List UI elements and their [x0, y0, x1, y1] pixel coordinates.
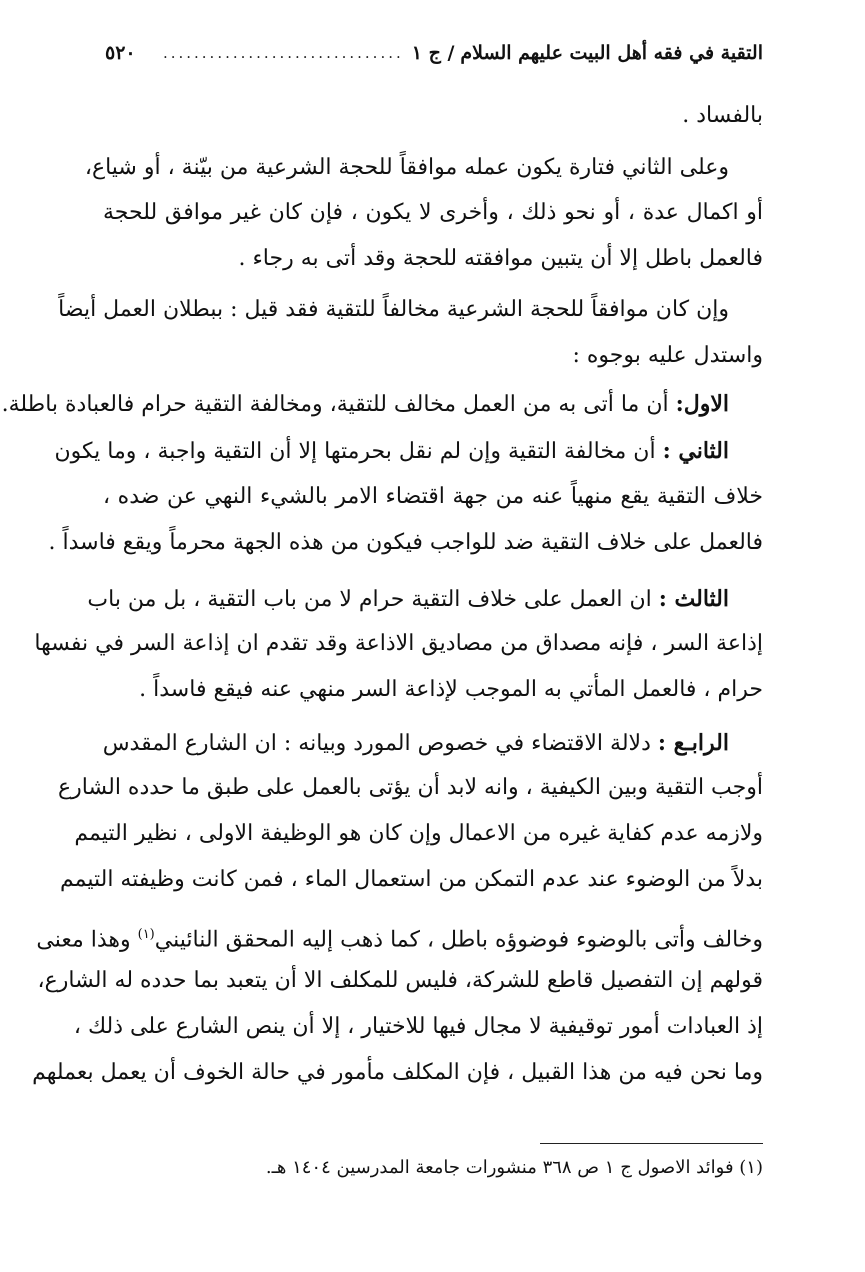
text-line: بالفساد .	[682, 103, 763, 128]
footnote: (١) فوائد الاصول ج ١ ص ٣٦٨ منشورات جامعة المدرسين ١٤٠٤ هـ.	[265, 1157, 763, 1178]
running-header	[105, 36, 763, 70]
text-line: أوجب التقية وبين الكيفية ، وانه لابد أن يؤتى بالعمل على طبق ما حدده الشارع	[58, 775, 763, 800]
text-line: وما نحن فيه من هذا القبيل ، فإن المكلف مأمور في حالة الخوف أن يعمل بعملهم	[32, 1060, 763, 1085]
running-title: التقية في فقه أهل البيت عليهم السلام	[460, 42, 763, 64]
text-line: وإن كان موافقاً للحجة الشرعية مخالفاً للتقية فقد قيل : ببطلان العمل أيضاً	[58, 297, 729, 322]
text-line: إذاعة السر ، فإنه مصداق من مصاديق الاذاعة وقد تقدم ان إذاعة السر في نفسها	[34, 631, 763, 656]
point-heading: الثاني :	[662, 438, 729, 464]
text-line: ولازمه عدم كفاية غيره من الاعمال وإن كان هو الوظيفة الاولى ، نظير التيمم	[74, 821, 763, 846]
leader-dots: ...............................	[162, 44, 404, 62]
text-line: واستدل عليه بوجوه :	[572, 343, 763, 368]
text-line: الاول: أن ما أتى به من العمل مخالف للتقية، ومخالفة التقية حرام فالعبادة باطلة.	[1, 391, 729, 417]
point-heading: الرابـع :	[657, 730, 729, 756]
text-line: أو اكمال عدة ، أو نحو ذلك ، وأخرى لا يكون ، فإن كان غير موافق للحجة	[103, 200, 763, 225]
text-line: إذ العبادات أمور توقيفية لا مجال فيها للاختيار ، إلا أن ينص الشارع على ذلك ،	[73, 1014, 763, 1039]
point-heading: الاول:	[675, 391, 729, 417]
text-line: وخالف وأتى بالوضوء فوضوؤه باطل ، كما ذهب إليه المحقق النائيني$^{(١)}$ وهذا معنى	[36, 927, 763, 953]
text-line: الثاني : أن مخالفة التقية وإن لم نقل بحرمتها إلا أن التقية واجبة ، وما يكون	[54, 438, 729, 464]
text-line: خلاف التقية يقع منهياً عنه من جهة اقتضاء الامر بالشيء النهي عن ضده ،	[103, 484, 763, 509]
page-number: ٥٢٠	[105, 42, 136, 64]
text-line: الرابـع : دلالة الاقتضاء في خصوص المورد وبيانه : ان الشارع المقدس	[102, 730, 729, 756]
text-line: الثالث : ان العمل على خلاف التقية حرام لا من باب التقية ، بل من باب	[87, 586, 729, 612]
text-line: بدلاً من الوضوء عند عدم التمكن من استعمال الماء ، فمن كانت وظيفته التيمم	[59, 867, 763, 892]
text-line: فالعمل على خلاف التقية ضد للواجب فيكون من هذه الجهة محرماً ويقع فاسداً .	[48, 530, 763, 555]
footnote-divider	[540, 1143, 763, 1144]
text-line: وعلى الثاني فتارة يكون عمله موافقاً للحجة الشرعية من بيّنة ، أو شياع،	[84, 155, 729, 180]
point-heading: الثالث :	[658, 586, 729, 612]
footnote-marker[interactable]: (١)	[137, 927, 155, 942]
text-line: قولهم إن التفصيل قاطع للشركة، فليس للمكلف الا أن يتعبد بما حدده له الشارع،	[37, 968, 763, 993]
text-line: فالعمل باطل إلا أن يتبين موافقته للحجة وقد أتى به رجاء .	[238, 246, 763, 271]
volume-label: / ج ١	[411, 42, 455, 64]
text-line: حرام ، فالعمل المأتي به الموجب لإذاعة السر منهي عنه فيقع فاسداً .	[139, 677, 763, 702]
